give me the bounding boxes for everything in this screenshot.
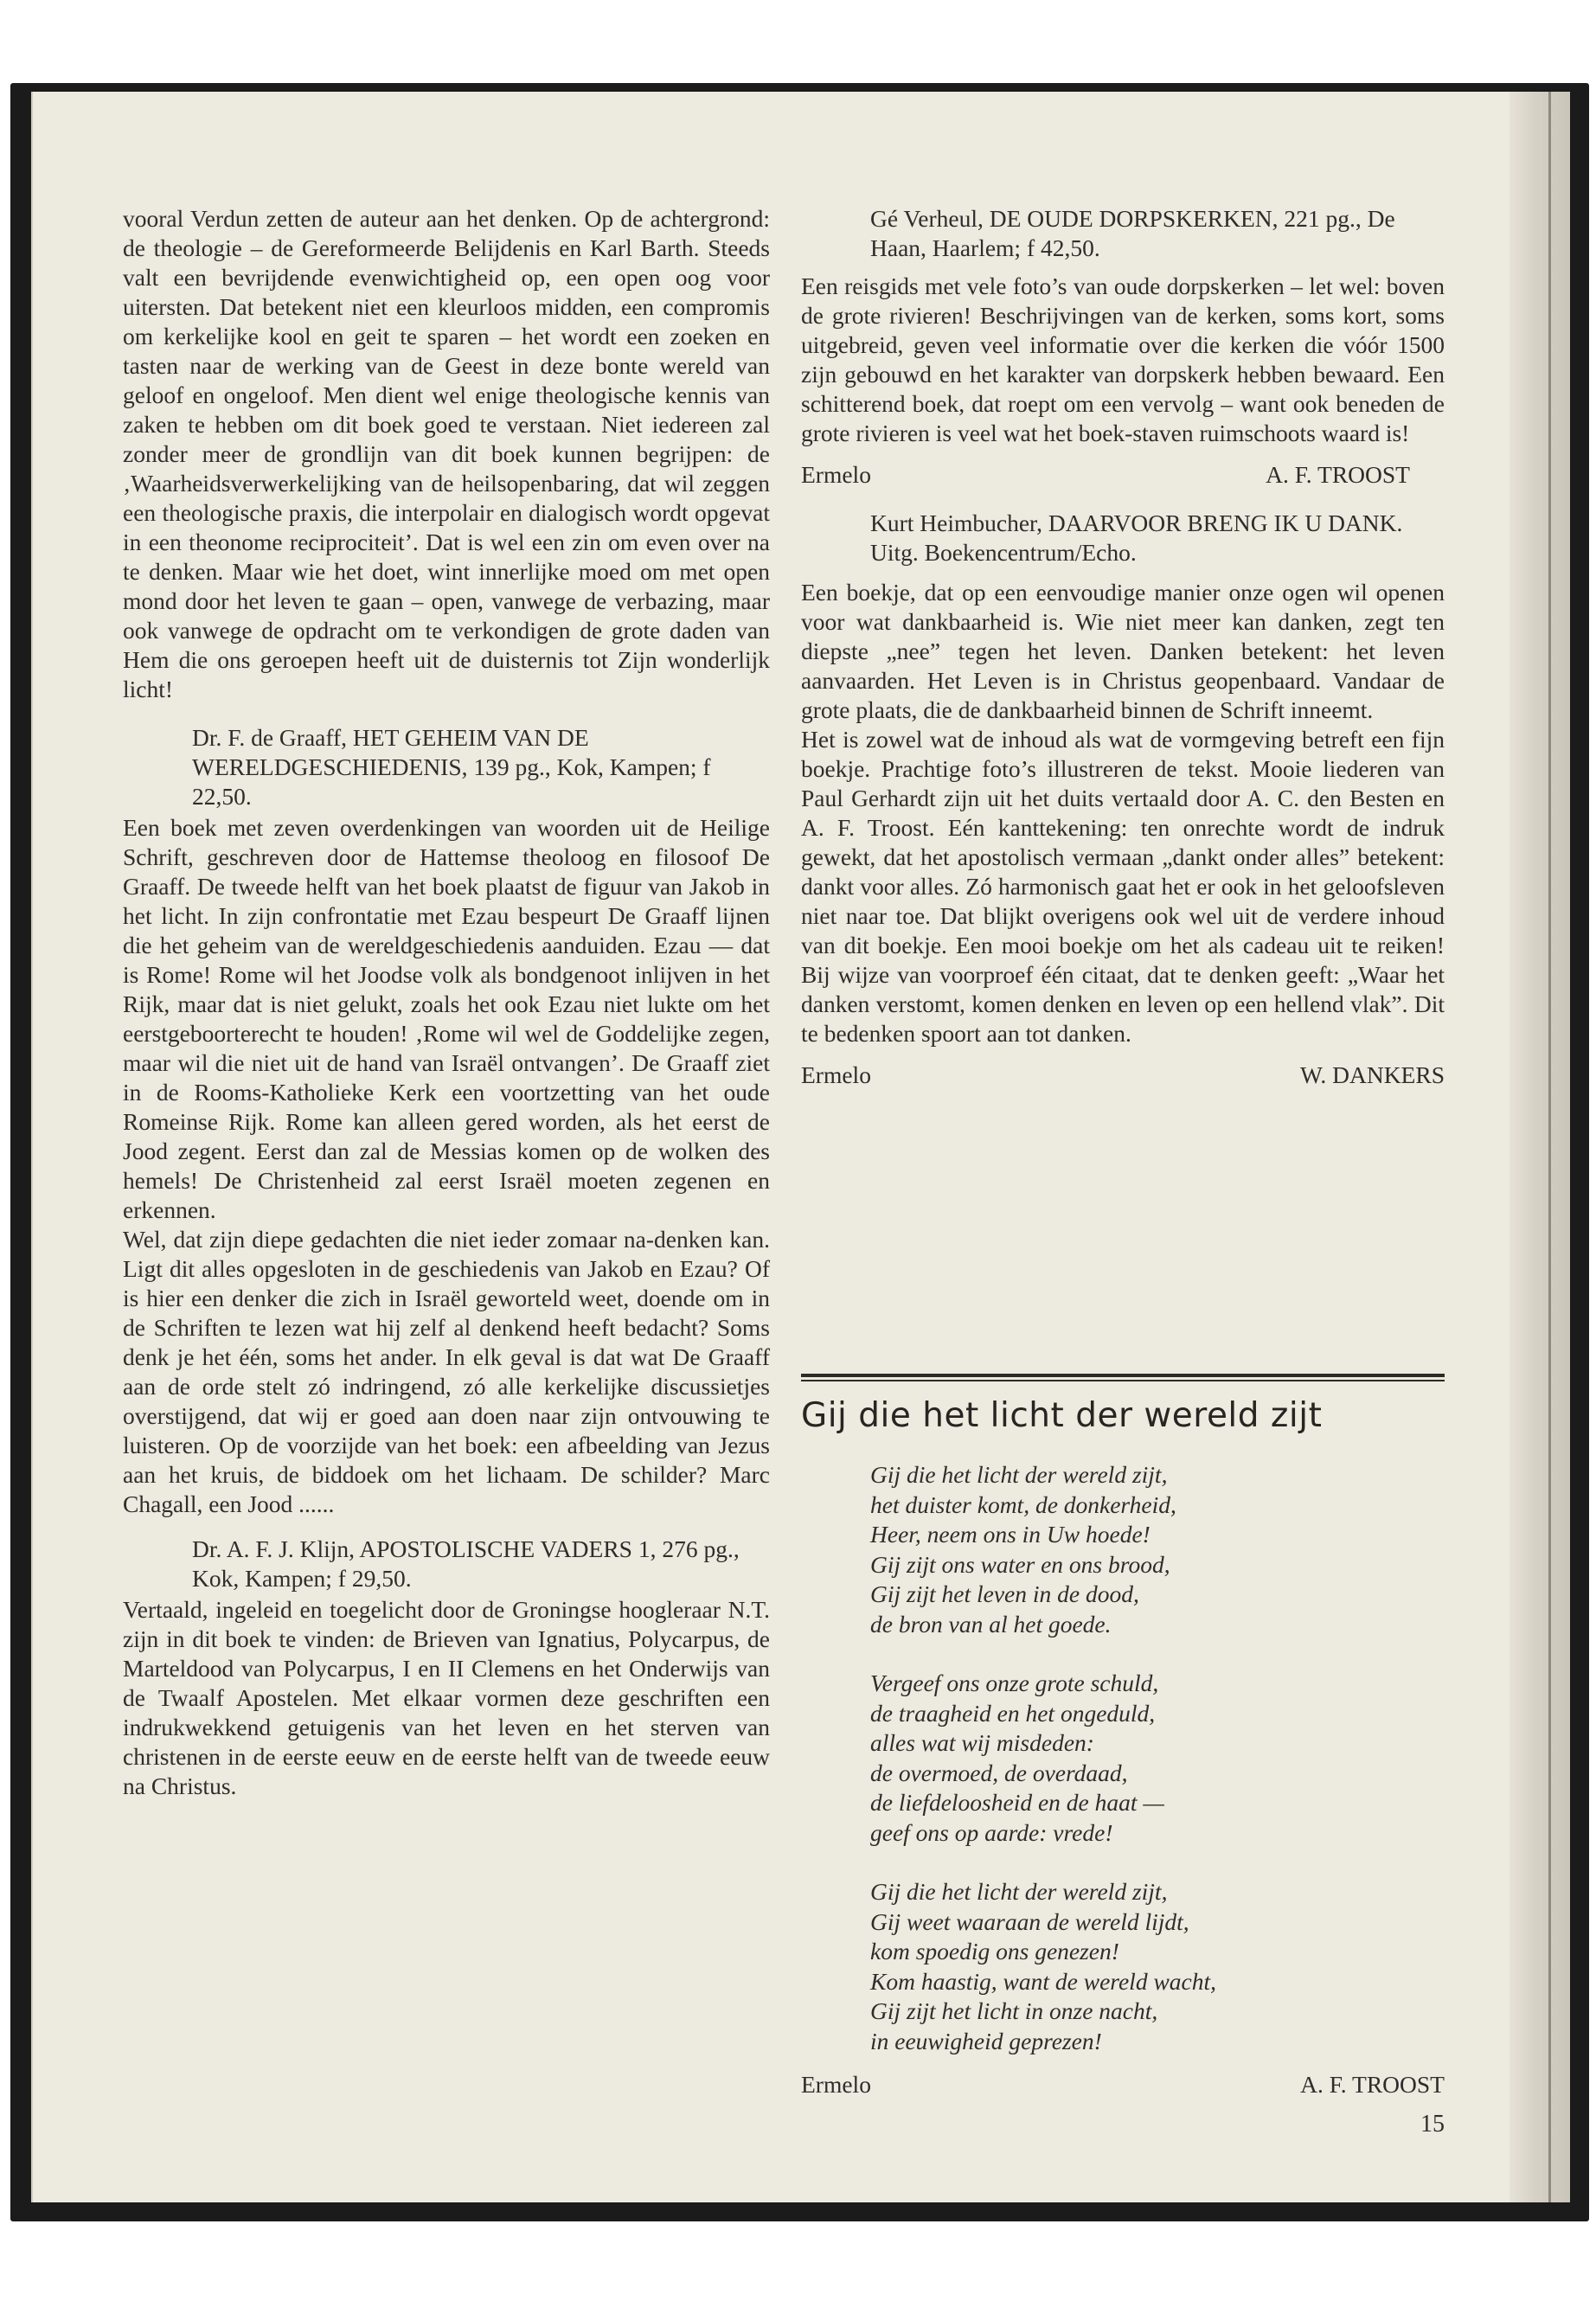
review5-heading: Kurt Heimbucher, DAARVOOR BRENG IK U DANK. Uitg. Boekencentrum/Echo. [870, 510, 1403, 566]
poem-line: de overmoed, de overdaad, [870, 1759, 1128, 1786]
review5-signature [801, 1061, 1445, 1090]
poem-signature [801, 2071, 1445, 2099]
poem-line: Heer, neem ons in Uw hoede! [870, 1521, 1151, 1548]
review2-body: Een boek met zeven overdenkingen van woorden uit de Heilige Schrift, geschreven door de Hattemse theoloog en filosoof De Graaff. De tweede helft van het boek plaatst de figuur van Jakob in het licht. In zijn confrontatie met Ezau bespeurt De Graaff lijnen die het geheim van de wereldgeschiedenis aanduiden. Ezau — dat is Rome! Rome wil het Joodse volk als bondgenoot inlijven in het Rijk, maar dat is niet gelukt, zoals het ook Ezau niet lukte om het eerstgeboorterecht te houden! ‚Rome wil wel de Goddelijke zegen, maar wil die niet uit de hand van Israël ontvangen’. De Graaff ziet in de Rooms-Katholieke Kerk een voortzetting van het oude Romeinse Rijk. Rome kan alleen gered worden, als het eerst de Jood zegent. Eerst dan zal de Messias komen op de wolken des hemels! De Christenheid zal eerst Israël moeten zegenen en erkennen. [123, 814, 770, 1223]
poem-author: A. F. TROOST [1300, 2071, 1445, 2098]
left-column [123, 204, 770, 1801]
review4-place: Ermelo [801, 461, 871, 488]
review4-signature [801, 460, 1445, 490]
poem-line: het duister komt, de donkerheid, [870, 1490, 1176, 1518]
review3-body: Vertaald, ingeleid en toegelicht door de Groningse hoogleraar N.T. zijn in dit boek te vinden: de Brieven van Ignatius, Polycarpus, de Marteldood van Polycarpus, I en II Clemens en het Onderwijs van de Twaalf Apostelen. Met elkaar vormen deze geschriften een indrukwekkend getuigenis van het leven en het sterven van christenen in de eerste eeuw en de eerste helft van de tweede eeuw na Christus. [123, 1596, 770, 1799]
poem-place: Ermelo [801, 2071, 871, 2098]
review5-author: W. DANKERS [1299, 1061, 1445, 1088]
rule-thin-line [801, 1380, 1445, 1381]
review2-body-continued: Wel, dat zijn diepe gedachten die niet ieder zomaar na-denken kan. Ligt dit alles opgesloten in de geschiedenis van Jakob en Ezau? Of is hier een denker die zich in Israël geworteld weet, doende om in de Schriften te lezen wat hij zelf al denkend heeft bedacht? Soms denk je het één, soms het ander. In elk geval is dat wat De Graaff aan de orde stelt zó indringend, zó alle kerkelijke discussietjes overstijgend, dat wij er goed aan doen naar zijn ontvouwing te luisteren. Op de voorzijde van het boek: een afbeelding van Jezus aan het kruis, de biddoek om het lichaam. De schilder? Marc Chagall, een Jood ...... [123, 1226, 770, 1517]
poem-line: alles wat wij misdeden: [870, 1729, 1094, 1756]
poem-title: Gij die het licht der wereld zijt [801, 1396, 1323, 1435]
poem-line: kom spoedig ons genezen! [870, 1938, 1119, 1965]
poem-line: Kom haastig, want de wereld wacht, [870, 1967, 1217, 1995]
book-spine [1509, 92, 1570, 2202]
poem-line: Gij zijt het leven in de dood, [870, 1580, 1139, 1607]
poem-line: geef ons op aarde: vrede! [870, 1818, 1113, 1846]
poem-line: in eeuwigheid geprezen! [870, 2027, 1102, 2054]
poem-line: Vergeef ons onze grote schuld, [870, 1670, 1159, 1696]
scan-background [0, 0, 1596, 87]
poem-line: de liefdeloosheid en de haat — [870, 1789, 1164, 1816]
review1-body: vooral Verdun zetten de auteur aan het denken. Op de achtergrond: de theologie – de Gereformeerde Belijdenis en Karl Barth. Steeds valt een bevrijdende evenwichtigheid op, een open oog voor uitersten. Dat betekent niet een kleurloos midden, een compromis om kerkelijke kool en geit te sparen – het wordt een zoeken en tasten naar de werking van de Geest in deze bonte wereld van geloof en ongeloof. Men dient wel enige theologische kennis van zaken te hebben om dit boek goed te verstaan. Niet iedereen zal zonder meer de grondlijn van dit boek kunnen begrijpen: de ‚Waarheidsverwerkelijking van de heilsopenbaring, dat wil zeggen een theologische praxis, die interpolair en dialogisch wordt opgevat in een theonome reciprociteit’. Dat is wel een zin om even over na te denken. Maar wie het doet, wint innerlijke moed om met open mond door het leven te gaan – open, vanwege de verbazing, maar ook vanwege de opdracht om te verkondigen de grote daden van Hem die ons geroepen heeft uit de duisternis tot Zijn wonderlijk licht! [123, 205, 770, 702]
section-rule [801, 1374, 1445, 1381]
poem-line: Gij die het licht der wereld zijt, [870, 1461, 1168, 1488]
review4-body: Een reisgids met vele foto’s van oude dorpskerken – let wel: boven de grote rivieren! Beschrijvingen van de kerken, soms kort, soms uitgebreid, geven veel informatie over die kerken die vóór 1500 zijn gebouwd en het karakter van dorpskerk hebben bewaard. Een schitterend boek, dat roept om een vervolg – want ook beneden de grote rivieren is veel wat het boek-staven ruimschoots waard is! [801, 272, 1445, 446]
review5-body-continued: Het is zowel wat de inhoud als wat de vormgeving betreft een fijn boekje. Prachtige foto’s illustreren de tekst. Mooie liederen van Paul Gerhardt zijn uit het duits vertaald door A. C. den Besten en A. F. Troost. Eén kanttekening: ten onrechte wordt de indruk gewekt, dat het apostolisch vermaan „dankt onder alles” betekent: dankt voor alles. Zó harmonisch gaat het er ook in het geloofsleven niet naar toe. Dat blijkt overigens ook wel uit de verdere inhoud van dit boekje. Een mooi boekje om het als cadeau uit te reiken! Bij wijze van voorproef één citaat, dat te denken geeft: „Waar het danken verstomt, komen denken en leven op een hellend vlak”. Dit te bedenken spoort aan tot danken. [801, 726, 1445, 1047]
poem-line: Gij die het licht der wereld zijt, [870, 1878, 1168, 1905]
poem-line: Gij zijt ons water en ons brood, [870, 1550, 1170, 1578]
poem-line: de traagheid en het ongeduld, [870, 1699, 1156, 1727]
poem [870, 1460, 1389, 2086]
review4-author: A. F. TROOST [1266, 461, 1410, 488]
poem-stanza [870, 1877, 1389, 2056]
review2-heading: Dr. F. de Graaff, HET GEHEIM VAN DE WERELDGESCHIEDENIS, 139 pg., Kok, Kampen; f 22,50. [192, 724, 711, 810]
spine-shadow-line [1548, 92, 1551, 2202]
poem-line: Gij zijt het licht in onze nacht, [870, 1997, 1158, 2024]
review5-place: Ermelo [801, 1061, 871, 1088]
poem-line: Gij weet waaraan de wereld lijdt, [870, 1907, 1189, 1935]
poem-stanza [870, 1460, 1389, 1639]
review5-body: Een boekje, dat op een eenvoudige manier onze ogen wil openen voor wat dankbaarheid is. Wie niet meer kan danken, zegt ten diepste „nee” tegen het leven. Danken betekent: het leven aanvaarden. Het Leven is in Christus geopenbaard. Vandaar de grote plaats, die de dankbaarheid binnen de Schrift inneemt. [801, 579, 1445, 723]
poem-stanza [870, 1669, 1389, 1848]
rule-thick-line [801, 1374, 1445, 1377]
review3-heading: Dr. A. F. J. Klijn, APOSTOLISCHE VADERS 1, 276 pg., Kok, Kampen; f 29,50. [192, 1535, 740, 1592]
poem-line: de bron van al het goede. [870, 1610, 1112, 1638]
right-column [801, 204, 1445, 1109]
review4-heading: Gé Verheul, DE OUDE DORPSKERKEN, 221 pg., De Haan, Haarlem; f 42,50. [870, 205, 1395, 261]
page-number: 15 [1420, 2111, 1445, 2138]
